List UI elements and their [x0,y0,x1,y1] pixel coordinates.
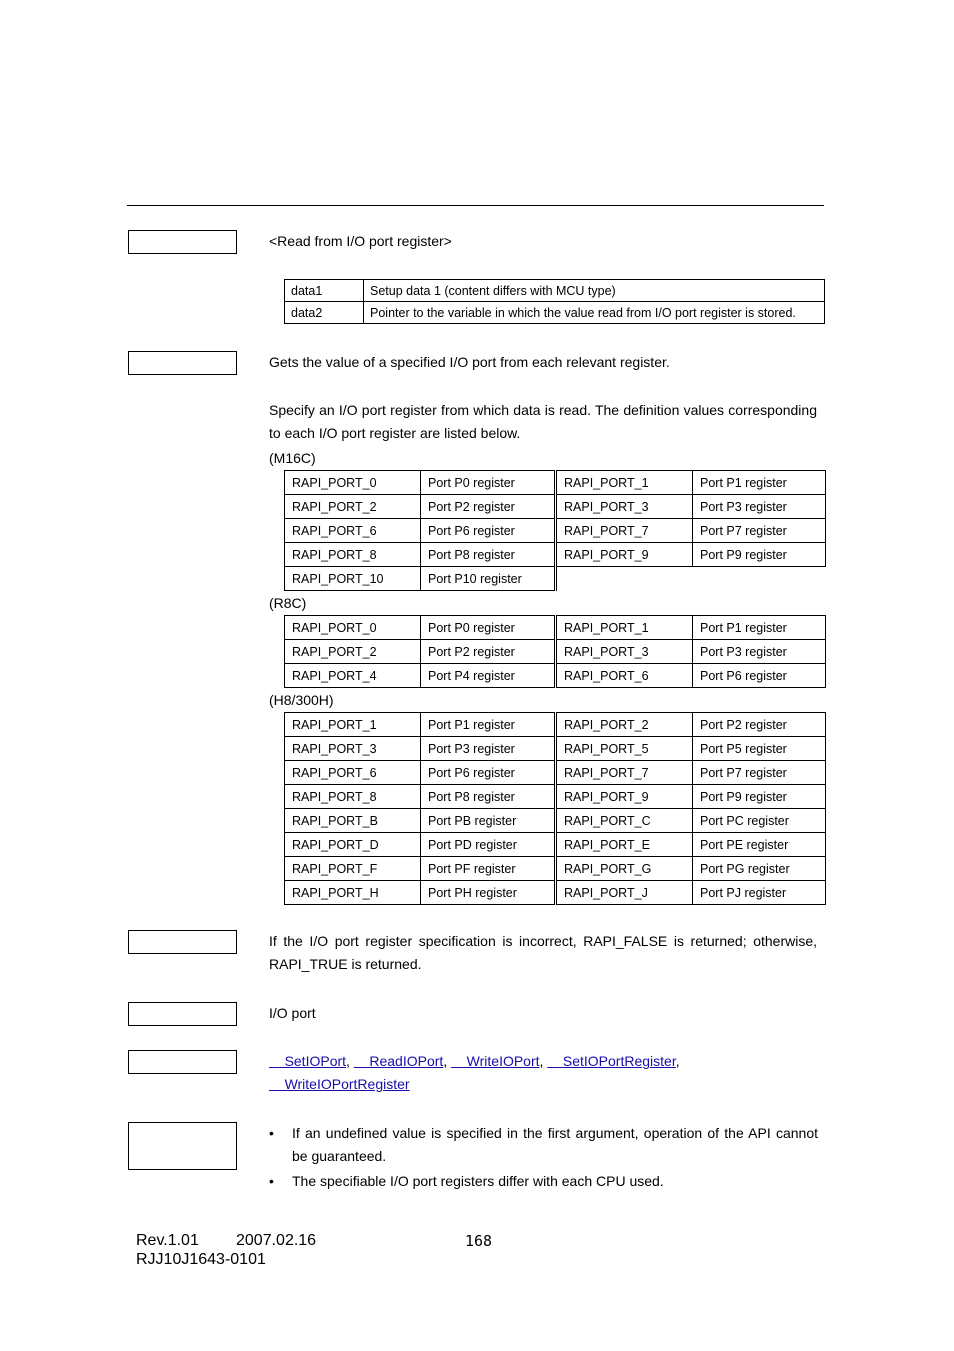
port-symbol: RAPI_PORT_7 [556,519,693,543]
port-register: Port P7 register [693,761,826,785]
port-symbol: RAPI_PORT_2 [556,713,693,737]
arg-desc: Pointer to the variable in which the value read from I/O port register is stored. [364,302,825,324]
port-register: Port PB register [421,809,556,833]
table-row [285,640,826,664]
port-register: Port P6 register [693,664,826,688]
port-register: Port P9 register [693,785,826,809]
port-symbol: RAPI_PORT_G [556,857,693,881]
table-row [285,664,826,688]
label-box-notes [128,1122,237,1170]
port-symbol: RAPI_PORT_H [285,881,421,905]
arguments-table [284,279,825,324]
functionality-text: I/O port [269,1005,316,1021]
port-register: Port PD register [421,833,556,857]
syntax-text: <Read from I/O port register> [269,233,452,249]
arg-name: data1 [285,280,364,302]
port-register: Port P2 register [693,713,826,737]
port-symbol: RAPI_PORT_B [285,809,421,833]
port-register: Port PC register [693,809,826,833]
port-symbol: RAPI_PORT_3 [556,640,693,664]
note-text: The specifiable I/O port registers differ with each CPU used. [292,1173,664,1189]
port-register: Port P6 register [421,519,556,543]
link-separator: , [539,1053,544,1069]
port-symbol: RAPI_PORT_D [285,833,421,857]
link-text: SetIOPort [284,1053,347,1069]
table-row [285,881,826,905]
port-symbol: RAPI_PORT_9 [556,785,693,809]
table-row [285,761,826,785]
port-register: Port P1 register [693,616,826,640]
port-table-r8c [284,615,826,688]
port-symbol: RAPI_PORT_1 [556,616,693,640]
bullet-icon: • [269,1125,274,1141]
port-register: Port P0 register [421,616,556,640]
port-register: Port P8 register [421,543,556,567]
table-row [285,616,826,640]
port-symbol: RAPI_PORT_3 [285,737,421,761]
table-row [285,857,826,881]
label-box-syntax [128,230,237,254]
table-row [285,543,826,567]
port-symbol: RAPI_PORT_5 [556,737,693,761]
table-row [285,785,826,809]
label-box-description [128,351,237,375]
port-register: Port P5 register [693,737,826,761]
table-row [285,519,826,543]
port-register: Port P7 register [693,519,826,543]
port-register: Port P1 register [693,471,826,495]
table-row [285,280,825,302]
table-row [285,471,826,495]
port-register: Port PF register [421,857,556,881]
port-symbol: RAPI_PORT_6 [556,664,693,688]
link-text: SetIOPortRegister [562,1053,676,1069]
link-separator: , [443,1053,448,1069]
group-label-r8c: (R8C) [269,595,307,611]
table-row [285,737,826,761]
port-register: Port P2 register [421,640,556,664]
link-writeioport[interactable] [451,1053,539,1069]
empty-cell [556,567,826,591]
port-symbol: RAPI_PORT_7 [556,761,693,785]
port-symbol: RAPI_PORT_E [556,833,693,857]
port-symbol: RAPI_PORT_10 [285,567,421,591]
page-number: 168 [465,1232,493,1250]
port-symbol: RAPI_PORT_1 [556,471,693,495]
port-symbol: RAPI_PORT_2 [285,495,421,519]
port-symbol: RAPI_PORT_J [556,881,693,905]
link-separator: , [346,1053,350,1069]
port-register: Port PJ register [693,881,826,905]
port-register: Port PG register [693,857,826,881]
link-text: WriteIOPortRegister [284,1076,410,1092]
link-text: WriteIOPort [466,1053,540,1069]
table-row [285,495,826,519]
port-register: Port P4 register [421,664,556,688]
port-table-h8 [284,712,826,905]
port-symbol: RAPI_PORT_6 [285,761,421,785]
port-symbol: RAPI_PORT_0 [285,616,421,640]
port-symbol: RAPI_PORT_3 [556,495,693,519]
table-row [285,567,826,591]
port-symbol: RAPI_PORT_2 [285,640,421,664]
port-symbol: RAPI_PORT_C [556,809,693,833]
table-row [285,713,826,737]
port-register: Port P1 register [421,713,556,737]
port-table-m16c [284,470,826,591]
port-symbol: RAPI_PORT_1 [285,713,421,737]
arg-desc: Setup data 1 (content differs with MCU type) [364,280,825,302]
description-line: Gets the value of a specified I/O port from each relevant register. [269,354,670,370]
group-label-m16c: (M16C) [269,450,316,466]
label-box-functionality [128,1002,237,1026]
port-register: Port PE register [693,833,826,857]
port-symbol: RAPI_PORT_0 [285,471,421,495]
port-register: Port P6 register [421,761,556,785]
related-links [269,1050,817,1096]
footer-doc-id: RJJ10J1643-0101 [136,1251,266,1268]
port-symbol: RAPI_PORT_4 [285,664,421,688]
description-paragraph: Specify an I/O port register from which data is read. The definition values corresponding to each I/O port register are listed below. [269,402,817,441]
port-register: Port P3 register [693,640,826,664]
link-readioport[interactable] [354,1053,444,1069]
table-row [285,302,825,324]
arg-name: data2 [285,302,364,324]
group-label-h8: (H8/300H) [269,692,334,708]
link-setioportregister[interactable] [547,1053,675,1069]
port-symbol: RAPI_PORT_6 [285,519,421,543]
link-text: ReadIOPort [369,1053,444,1069]
port-register: Port P3 register [421,737,556,761]
port-symbol: RAPI_PORT_8 [285,785,421,809]
port-symbol: RAPI_PORT_F [285,857,421,881]
link-setioport[interactable] [269,1053,346,1069]
table-row [285,833,826,857]
port-register: Port P8 register [421,785,556,809]
port-register: Port PH register [421,881,556,905]
header-rule [127,205,824,206]
link-writeioportregister[interactable] [269,1076,410,1092]
footer-date: 2007.02.16 [236,1232,317,1249]
port-register: Port P0 register [421,471,556,495]
label-box-return-value [128,930,237,954]
table-row [285,809,826,833]
port-register: Port P10 register [421,567,556,591]
note-text: If an undefined value is specified in the first argument, operation of the API cannot be guaranteed. [292,1125,818,1164]
link-separator: , [675,1053,680,1069]
port-symbol: RAPI_PORT_8 [285,543,421,567]
port-register: Port P9 register [693,543,826,567]
return-value-text: If the I/O port register specification is incorrect, RAPI_FALSE is returned; otherwise, RAPI_TRUE is returned. [269,933,817,972]
label-box-related [128,1050,237,1074]
bullet-icon: • [269,1173,274,1189]
port-symbol: RAPI_PORT_9 [556,543,693,567]
port-register: Port P3 register [693,495,826,519]
footer-rev: Rev.1.01 [136,1232,199,1249]
port-register: Port P2 register [421,495,556,519]
